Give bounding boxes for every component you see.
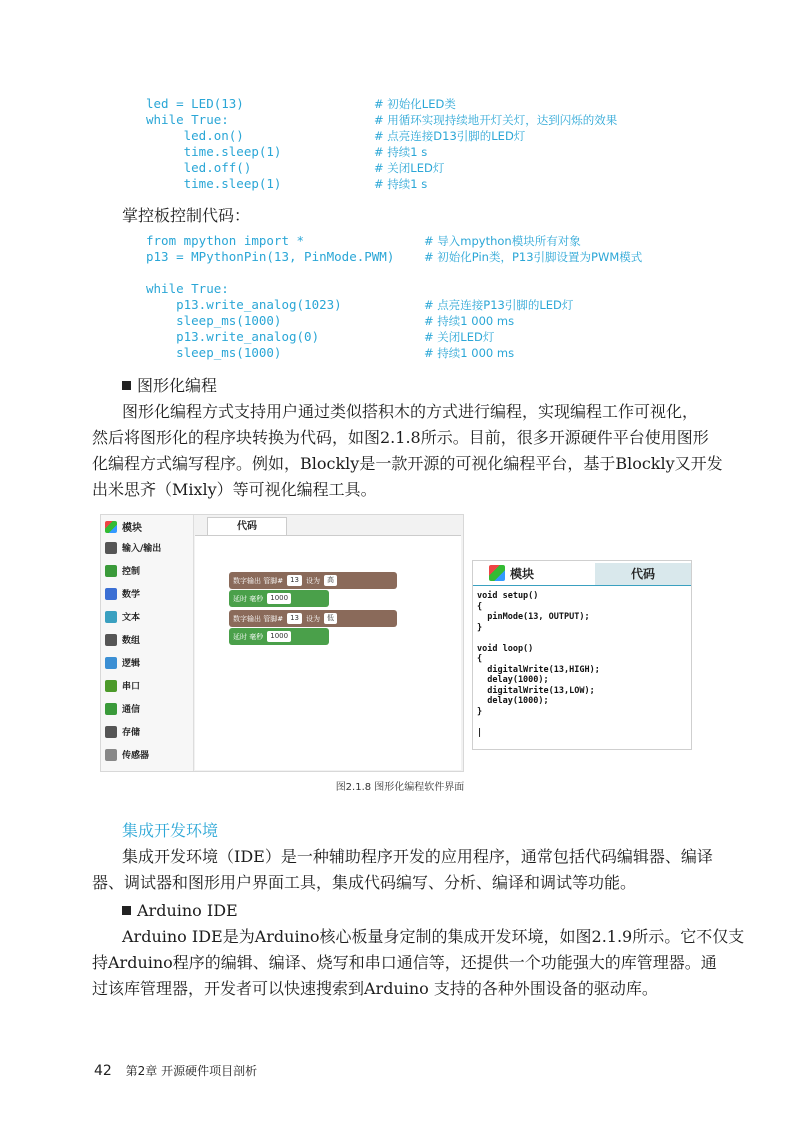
code-comment: # 持续1 000 ms [424,346,515,360]
code-block[interactable] [229,590,329,607]
block-value[interactable]: 13 [287,613,302,624]
block-value[interactable]: 13 [287,575,302,586]
block-label: 数字输出 管脚# [233,576,284,585]
blocks-icon [489,565,505,581]
text-line: 然后将图形化的程序块转换为代码，如图2.1.8所示。目前，很多开源硬件平台使用图形 [92,428,709,447]
block-label: 延时 毫秒 [233,632,264,641]
block-canvas[interactable] [195,535,461,770]
code-block[interactable] [229,610,397,627]
sensor-icon [105,749,117,761]
sidebar-item-label: 数组 [122,636,141,646]
sidebar-item[interactable] [105,656,140,669]
block-label: 设为 [306,576,321,585]
sidebar-item-label: 文本 [122,613,141,623]
sidebar-item[interactable] [105,610,140,623]
chapter-title: 第2章 开源硬件项目剖析 [125,1064,258,1078]
text-line: Arduino IDE是为Arduino核心板量身定制的集成开发环境，如图2.1.9所示。它不仅支 [122,927,745,946]
block-label: 设为 [306,614,321,623]
logic-icon [105,657,117,669]
block-label: 延时 毫秒 [233,594,264,603]
code-block[interactable] [229,572,397,589]
sidebar-item[interactable] [105,679,140,692]
code-line: led = LED(13) [146,96,244,111]
code-comment: # 关闭LED灯 [374,161,445,175]
code-line: time.sleep(1) [146,176,282,191]
block-value[interactable]: 1000 [267,593,291,604]
block-value[interactable]: 低 [324,613,337,624]
section-arduino: Arduino IDE [122,898,238,924]
bullet-square-icon [122,381,131,390]
sidebar-item-label: 数学 [122,590,141,600]
code-line: p13.write_analog(1023) [146,297,342,312]
panel-tabs [473,561,691,585]
math-icon [105,588,117,600]
code-line: p13.write_analog(0) [146,329,320,344]
figure-caption: 图2.1.8 图形化编程软件界面 [335,782,465,793]
sidebar-header: 模块 [105,519,142,534]
tab-code[interactable]: 代码 [207,517,287,536]
code-line: sleep_ms(1000) [146,313,282,328]
text-line: 持Arduino程序的编辑、编译、烧写和串口通信等，还提供一个功能强大的库管理器。通 [92,953,717,972]
sidebar-item[interactable] [105,725,140,738]
text-line: 器、调试器和图形用户界面工具，集成代码编写、分析、编译和调试等功能。 [92,873,637,892]
sidebar-item[interactable] [105,633,140,646]
sidebar-item-label: 串口 [122,682,141,692]
code-block[interactable] [229,628,329,645]
code-line: p13 = MPythonPin(13, PinMode.PWM) [146,249,395,264]
code-comment: # 持续1 s [374,145,428,159]
comm-icon [105,703,117,715]
code-panel [472,560,692,750]
page-number: 42 [94,1063,112,1079]
figure-mixly-screenshot [100,514,464,772]
text-line: 化编程方式编写程序。例如，Blockly是一款开源的可视化编程平台，基于Blockly又开发 [92,454,723,473]
sidebar-item-label: 存储 [122,728,141,738]
section-graphical: 图形化编程 [122,373,217,399]
io-icon [105,542,117,554]
generated-code: void setup() { pinMode(13, OUTPUT); } void loop() { digitalWrite(13,HIGH); delay(1000); digitalWrite(13,LOW); delay(1000); } | [477,591,600,738]
sidebar-item-label: 逻辑 [122,659,141,669]
control-icon [105,565,117,577]
sidebar-item[interactable] [105,564,140,577]
text-line: 图形化编程方式支持用户通过类似搭积木的方式进行编程，实现编程工作可视化， [122,402,699,421]
code-comment: # 持续1 s [374,177,428,191]
code-comment: # 关闭LED灯 [424,330,495,344]
code-comment: # 导入mpython模块所有对象 [424,234,581,248]
sidebar-item-label: 控制 [122,567,141,577]
code-line: from mpython import * [146,233,305,248]
serial-icon [105,680,117,692]
sidebar-item-label: 输入/输出 [122,544,162,554]
label-handheld: 掌控板控制代码： [122,206,251,225]
sidebar-item[interactable] [105,587,140,600]
code-line: while True: [146,112,229,127]
tab-code[interactable]: 代码 [595,563,691,585]
code-line: time.sleep(1) [146,144,282,159]
block-value[interactable]: 高 [324,575,337,586]
array-icon [105,634,117,646]
sidebar-item-label: 传感器 [122,751,150,761]
blocks-sidebar [101,515,194,771]
block-label: 数字输出 管脚# [233,614,284,623]
bullet-square-icon [122,906,131,915]
code-comment: # 点亮连接P13引脚的LED灯 [424,298,574,312]
sidebar-item[interactable] [105,702,140,715]
storage-icon [105,726,117,738]
text-icon [105,611,117,623]
sidebar-item-label: 通信 [122,705,141,715]
page-footer [94,1062,257,1079]
text-line: 出米思齐（Mixly）等可视化编程工具。 [92,480,377,499]
tab-divider [473,585,691,586]
code-comment: # 点亮连接D13引脚的LED灯 [374,129,526,143]
code-line: led.on() [146,128,244,143]
code-line: led.off() [146,160,252,175]
sidebar-item[interactable] [105,541,161,554]
code-comment: # 持续1 000 ms [424,314,515,328]
blocks-icon [105,521,117,533]
text-line: 集成开发环境（IDE）是一种辅助程序开发的应用程序，通常包括代码编辑器、编译 [122,847,713,866]
code-comment: # 初始化LED类 [374,97,456,111]
code-comment: # 用循环实现持续地开灯关灯，达到闪烁的效果 [374,113,618,127]
block-value[interactable]: 1000 [267,631,291,642]
code-line: while True: [146,281,229,296]
heading-ide: 集成开发环境 [122,821,219,840]
code-line: sleep_ms(1000) [146,345,282,360]
code-comment: # 初始化Pin类，P13引脚设置为PWM模式 [424,250,643,264]
sidebar-item[interactable] [105,748,149,761]
text-line: 过该库管理器，开发者可以快速搜索到Arduino 支持的各种外围设备的驱动库。 [92,979,658,998]
tab-blocks[interactable]: 模块 [473,561,593,585]
